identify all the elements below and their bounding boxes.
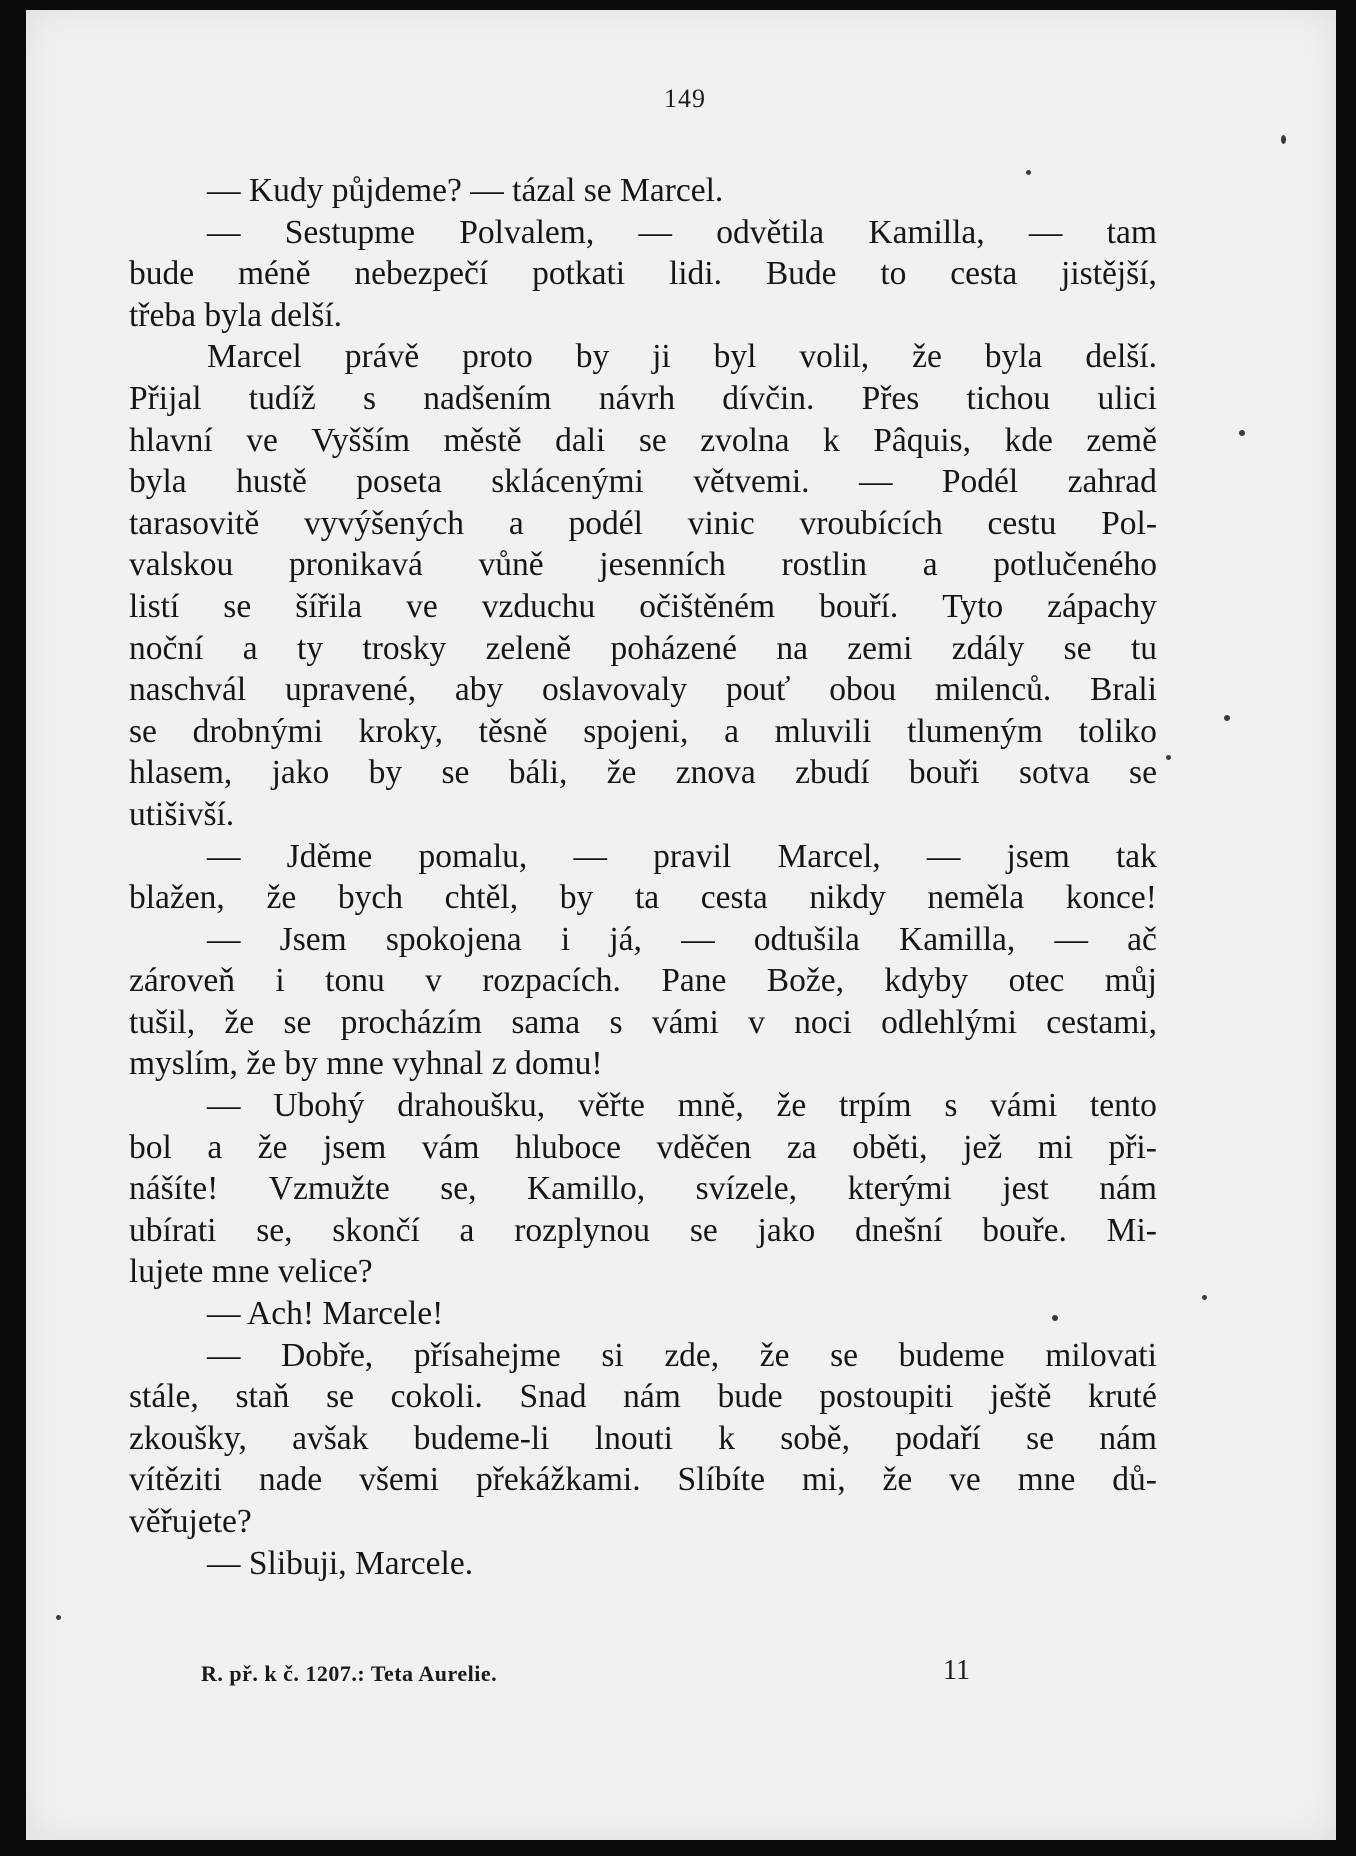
word: proto — [462, 338, 533, 376]
word: že — [912, 338, 942, 376]
text-line — [129, 1168, 1157, 1210]
word: zkoušky, — [129, 1419, 247, 1457]
word: procházím — [340, 1003, 483, 1041]
word: zápachy — [1047, 587, 1157, 625]
word: se — [1026, 1419, 1055, 1457]
text-line — [129, 960, 1157, 1002]
word: drobnými — [192, 712, 323, 750]
word: rozpacích. — [482, 962, 621, 1000]
word: právě — [344, 338, 420, 376]
word: sotva — [1018, 754, 1090, 792]
word: Pol- — [1101, 504, 1157, 542]
word: že — [776, 1087, 807, 1125]
scan-speck — [1166, 755, 1171, 760]
text-line — [129, 1335, 1157, 1377]
word: a — [922, 546, 938, 584]
text-line: — Ach! Marcele! — [207, 1295, 444, 1333]
word: kterými — [847, 1170, 952, 1208]
text-line — [129, 253, 1157, 295]
word: — — [207, 1087, 241, 1125]
word: si — [601, 1336, 624, 1374]
word: nám — [623, 1378, 681, 1416]
word: znova — [675, 754, 756, 792]
text-line — [129, 1085, 1157, 1127]
word: pronikavá — [288, 546, 423, 584]
word: dnešní — [854, 1211, 943, 1249]
word: cokoli. — [390, 1378, 483, 1416]
word: naschvál — [129, 671, 247, 709]
word: delší. — [1085, 338, 1157, 376]
word: pouť — [725, 671, 791, 709]
word: hluboce — [514, 1128, 622, 1166]
word: by — [368, 754, 403, 792]
word: tu — [1130, 629, 1157, 667]
word: s — [362, 379, 377, 417]
word: odvětila — [716, 213, 825, 251]
word: — — [207, 837, 241, 875]
word: jako — [271, 754, 330, 792]
word: otec — [1008, 962, 1065, 1000]
page-number: 149 — [664, 84, 706, 113]
word: se — [638, 421, 667, 459]
word: potkati — [532, 255, 626, 293]
word: by — [559, 879, 594, 917]
word: dali — [555, 421, 606, 459]
text-line — [129, 544, 1157, 586]
word: návrh — [598, 379, 676, 417]
word: zároveň — [129, 962, 236, 1000]
word: trosky — [362, 629, 447, 667]
word: Snad — [519, 1378, 587, 1416]
word: bouří. — [819, 587, 899, 625]
word: — — [573, 837, 607, 875]
text-line: utišivší. — [129, 795, 235, 833]
word: — — [207, 213, 241, 251]
word: tam — [1106, 213, 1157, 251]
word: mi, — [801, 1461, 846, 1499]
word: bude — [717, 1378, 783, 1416]
word: cesta — [950, 255, 1018, 293]
word: ač — [1127, 920, 1157, 958]
word: Ubohý — [273, 1087, 365, 1125]
word: že — [606, 754, 637, 792]
word: Dobře, — [281, 1336, 374, 1374]
word: ty — [297, 629, 324, 667]
word: Podél — [941, 463, 1019, 501]
word: Mi- — [1106, 1211, 1157, 1249]
footer-sheet-number: 11 — [943, 1655, 970, 1686]
word: Vyšším — [311, 421, 410, 459]
word: Slíbíte — [677, 1461, 765, 1499]
word: ulici — [1097, 379, 1157, 417]
word: chtěl, — [444, 879, 519, 917]
word: lidi. — [668, 255, 722, 293]
word: Brali — [1089, 671, 1157, 709]
word: tlumeným — [907, 712, 1043, 750]
word: — — [681, 920, 715, 958]
word: drahoušku, — [397, 1087, 546, 1125]
word: za — [786, 1128, 817, 1166]
word: se — [326, 1378, 354, 1416]
text-line — [129, 877, 1157, 919]
word: rozplynou — [514, 1211, 651, 1249]
word: oběti, — [852, 1128, 928, 1166]
text-line — [129, 336, 1157, 378]
word: Jsem — [279, 920, 347, 958]
word: k — [718, 1419, 735, 1457]
word: a — [508, 504, 524, 542]
word: městě — [443, 421, 522, 459]
text-line — [129, 1210, 1157, 1252]
word: rostlin — [781, 546, 868, 584]
word: ve — [949, 1461, 981, 1499]
word: věřte — [577, 1087, 645, 1125]
word: se — [441, 754, 470, 792]
word: bouři — [908, 754, 980, 792]
word: Kamilla, — [868, 213, 985, 251]
word: zvolna — [700, 421, 790, 459]
word: i — [560, 920, 571, 958]
word: bol — [129, 1128, 172, 1166]
word: dů- — [1112, 1461, 1157, 1499]
word: aby — [454, 671, 504, 709]
text-line: — Slibuji, Marcele. — [207, 1544, 474, 1582]
word: a — [207, 1128, 223, 1166]
word: těsně — [478, 712, 548, 750]
word: Sestupme — [284, 213, 416, 251]
text-line: — Kudy půjdeme? — tázal se Marcel. — [207, 172, 724, 209]
word: cesta — [700, 879, 768, 917]
word: s — [944, 1087, 958, 1125]
word: zbudí — [795, 754, 870, 792]
word: spojeni, — [583, 712, 689, 750]
word: postoupiti — [819, 1378, 954, 1416]
word: Tyto — [942, 587, 1004, 625]
word: mluvili — [774, 712, 872, 750]
word: kruté — [1088, 1378, 1157, 1416]
word: byla — [129, 463, 187, 501]
word: očištěném — [639, 587, 776, 625]
word: trpím — [839, 1087, 912, 1125]
text-line — [129, 1002, 1157, 1044]
word: vyvýšených — [304, 504, 465, 542]
word: jako — [757, 1211, 816, 1249]
word: oslavovaly — [541, 671, 688, 709]
word: jesenních — [599, 546, 726, 584]
word: bouře. — [982, 1211, 1067, 1249]
word: mne — [1017, 1461, 1076, 1499]
word: vzduchu — [481, 587, 596, 625]
word: Kamilla, — [899, 920, 1016, 958]
word: pravil — [653, 837, 732, 875]
word: se — [283, 1003, 312, 1041]
word: vámi — [990, 1087, 1058, 1125]
text-line — [129, 503, 1157, 545]
word: nášíte! — [129, 1170, 219, 1208]
word: — — [1054, 920, 1088, 958]
word: lnouti — [594, 1419, 673, 1457]
word: nám — [1099, 1170, 1157, 1208]
word: vůně — [478, 546, 544, 584]
word: to — [880, 255, 907, 293]
word: vám — [421, 1128, 480, 1166]
word: Jděme — [286, 837, 373, 875]
word: větvemi. — [693, 463, 810, 501]
word: odlehlými — [881, 1003, 1017, 1041]
word: — — [926, 837, 961, 875]
word: cestu — [987, 504, 1057, 542]
text-line: lujete mne velice? — [129, 1253, 373, 1291]
word: bude — [129, 255, 195, 293]
word: vinic — [687, 504, 755, 542]
word: Marcel, — [777, 837, 881, 875]
word: zahrad — [1067, 463, 1157, 501]
word: — — [1028, 213, 1063, 251]
word: tichou — [966, 379, 1051, 417]
text-line — [129, 711, 1157, 753]
word: spokojena — [385, 920, 522, 958]
word: milenců. — [934, 671, 1052, 709]
word: tento — [1089, 1087, 1157, 1125]
word: kde — [1004, 421, 1053, 459]
word: konce! — [1065, 879, 1157, 917]
word: i — [275, 962, 285, 1000]
text-line: třeba byla delší. — [129, 296, 343, 334]
word: listí — [129, 587, 180, 625]
word: země — [1086, 421, 1157, 459]
word: vroubících — [799, 504, 943, 542]
word: jež — [963, 1128, 1003, 1166]
text-line — [129, 1376, 1157, 1418]
text-line — [129, 919, 1157, 961]
word: volil, — [799, 338, 870, 376]
word: můj — [1104, 962, 1157, 1000]
word: jistější, — [1061, 255, 1157, 293]
word: Přijal — [129, 379, 202, 417]
word: zde, — [664, 1336, 720, 1374]
word: milovati — [1045, 1336, 1157, 1374]
word: vítěziti — [129, 1461, 223, 1499]
word: nikdy — [809, 879, 886, 917]
word: sobě, — [780, 1419, 851, 1457]
scan-speck — [56, 1615, 61, 1620]
word: tušil, — [129, 1003, 196, 1041]
word: k — [823, 421, 840, 459]
word: budeme-li — [413, 1419, 550, 1457]
word: valskou — [129, 546, 234, 584]
word: byla — [984, 338, 1043, 376]
word: tudíž — [248, 379, 316, 417]
scan-speck — [1026, 170, 1031, 175]
word: noční — [129, 629, 204, 667]
word: — — [207, 1336, 241, 1374]
word: byl — [713, 338, 757, 376]
word: obou — [829, 671, 897, 709]
word: já, — [609, 920, 642, 958]
text-line: myslím, že by mne vyhnal z domu! — [129, 1045, 603, 1083]
word: odtušila — [753, 920, 860, 958]
word: nade — [258, 1461, 323, 1499]
word: sklácenými — [491, 463, 644, 501]
word: jest — [1002, 1170, 1049, 1208]
word: skončí — [332, 1211, 420, 1249]
word: tarasovitě — [129, 504, 260, 542]
word: všemi — [359, 1461, 440, 1499]
word: na — [776, 629, 808, 667]
word: zeleně — [485, 629, 572, 667]
word: Pâquis, — [873, 421, 971, 459]
word: hustě — [236, 463, 307, 501]
word: by — [575, 338, 610, 376]
word: při- — [1108, 1128, 1157, 1166]
word: podaří — [895, 1419, 981, 1457]
word: vděčen — [656, 1128, 752, 1166]
word: — — [207, 920, 241, 958]
word: hlavní — [129, 421, 213, 459]
word: že — [882, 1461, 913, 1499]
word: toliko — [1078, 712, 1157, 750]
word: Pane — [661, 962, 727, 1000]
word: báli, — [508, 754, 568, 792]
word: stále, — [129, 1378, 199, 1416]
text-line — [129, 836, 1157, 878]
word: Vzmužte — [268, 1170, 390, 1208]
word: dívčin. — [722, 379, 815, 417]
text-line — [129, 669, 1157, 711]
word: kroky, — [358, 712, 443, 750]
word: poseta — [356, 463, 442, 501]
scan-speck — [1224, 715, 1230, 721]
text-line — [129, 1127, 1157, 1169]
text-line — [129, 586, 1157, 628]
word: podél — [568, 504, 643, 542]
word: sama — [511, 1003, 581, 1041]
word: Kamillo, — [527, 1170, 646, 1208]
text-line — [129, 1418, 1157, 1460]
word: se — [1129, 754, 1157, 792]
word: mi — [1037, 1128, 1073, 1166]
text-line — [129, 752, 1157, 794]
word: ve — [246, 421, 278, 459]
word: a — [724, 712, 739, 750]
word: se — [1063, 629, 1092, 667]
word: a — [459, 1211, 475, 1249]
word: Bude — [765, 255, 837, 293]
word: neměla — [927, 879, 1025, 917]
scan-speck — [1239, 430, 1245, 436]
scan-speck — [1052, 1315, 1058, 1321]
footer-signature: R. př. k č. 1207.: Teta Aurelie. — [201, 1661, 498, 1686]
word: ve — [406, 587, 438, 625]
word: že — [224, 1003, 255, 1041]
text-line — [129, 1459, 1157, 1501]
word: že — [759, 1336, 790, 1374]
word: hlasem, — [129, 754, 233, 792]
word: — — [638, 213, 672, 251]
word: ještě — [989, 1378, 1052, 1416]
word: poházené — [610, 629, 737, 667]
word: nebezpečí — [354, 255, 489, 293]
word: se — [689, 1211, 718, 1249]
word: se — [830, 1336, 859, 1374]
word: v — [425, 962, 442, 1000]
word: méně — [237, 255, 311, 293]
word: se, — [256, 1211, 293, 1249]
word: a — [242, 629, 258, 667]
word: jsem — [322, 1128, 387, 1166]
word: přísahejme — [413, 1336, 561, 1374]
word: s — [609, 1003, 623, 1041]
text-line — [129, 420, 1157, 462]
word: blažen, — [129, 879, 225, 917]
word: nám — [1099, 1419, 1157, 1457]
word: se, — [440, 1170, 477, 1208]
word: překážkami. — [475, 1461, 641, 1499]
word: budeme — [898, 1336, 1005, 1374]
word: šířila — [295, 587, 363, 625]
text-line — [129, 461, 1157, 503]
word: nadšením — [423, 379, 552, 417]
text-line — [129, 212, 1157, 254]
word: Přes — [861, 379, 920, 417]
word: svízele, — [695, 1170, 798, 1208]
word: avšak — [292, 1419, 369, 1457]
word: Polvalem, — [459, 213, 595, 251]
word: — — [858, 463, 893, 501]
word: se — [129, 712, 157, 750]
scan-speck — [1281, 135, 1286, 144]
word: mně, — [677, 1087, 744, 1125]
word: že — [266, 879, 297, 917]
word: tonu — [325, 962, 385, 1000]
text-line: věřujete? — [129, 1503, 252, 1540]
word: tak — [1115, 837, 1157, 875]
word: se — [223, 587, 252, 625]
word: ji — [652, 338, 671, 376]
word: ta — [634, 879, 660, 917]
word: pomalu, — [418, 837, 528, 875]
word: ubírati — [129, 1211, 217, 1249]
word: staň — [235, 1378, 290, 1416]
word: cestami, — [1046, 1003, 1157, 1041]
book-page — [26, 10, 1336, 1840]
text-line — [129, 378, 1157, 420]
word: Bože, — [766, 962, 844, 1000]
text-line — [129, 628, 1157, 670]
word: noci — [794, 1003, 852, 1041]
word: kdyby — [884, 962, 969, 1000]
word: vámi — [651, 1003, 719, 1041]
word: Marcel — [207, 338, 302, 376]
body-text — [129, 170, 1157, 1584]
word: že — [257, 1128, 288, 1166]
word: zemi — [847, 629, 913, 667]
word: bych — [337, 879, 403, 917]
word: upravené, — [284, 671, 417, 709]
word: potlučeného — [993, 546, 1157, 584]
word: jsem — [1006, 837, 1070, 875]
word: v — [748, 1003, 765, 1041]
word: zdály — [951, 629, 1025, 667]
scan-speck — [1202, 1295, 1207, 1300]
